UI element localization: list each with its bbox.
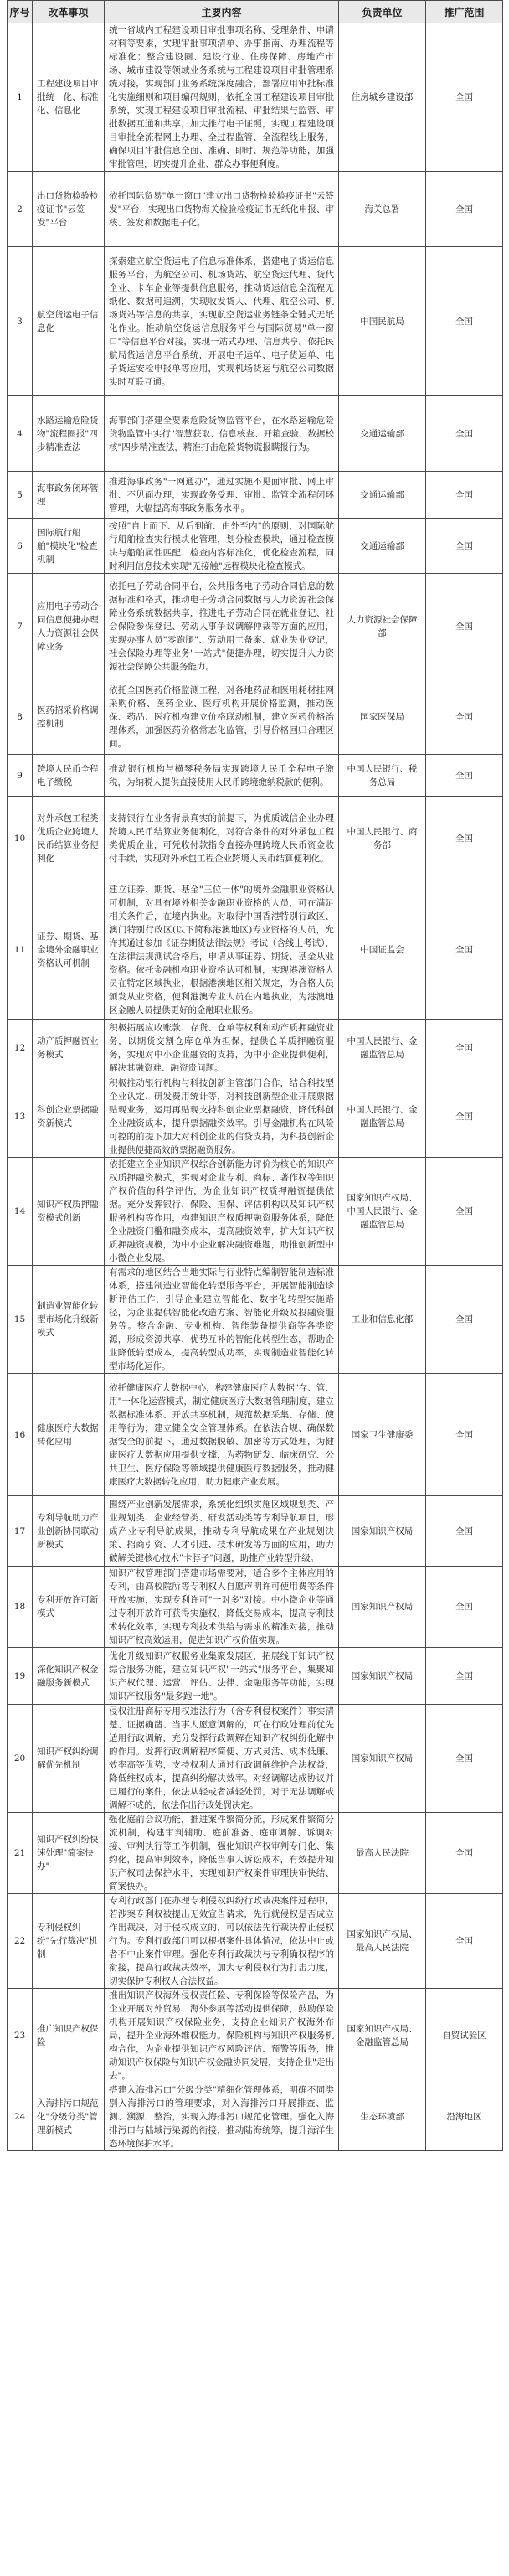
cell-scope: 全国 xyxy=(426,1705,503,1813)
cell-content: 有需求的地区结合当地实际与行业特点编制智能制造标准体系，搭建制造业智能化转型服务平台，开展智能制造诊断评估工作，引导企业建立智能化、数字化转型实施路径，为企业提供智能化改造方案、智能化升级及投融资服务等。整合金融、专业机构、智能装备提供商等各类资源，形成资源共享、优势互补的智能化转型生态，帮助企业降低转型成本，提高转型成功率，实现制造业智能化转型市场化运作。 xyxy=(105,1266,339,1374)
cell-scope: 沿海地区 xyxy=(426,2083,503,2151)
cell-no: 20 xyxy=(8,1705,33,1813)
table-row xyxy=(8,1020,503,1076)
cell-content: 侵权注册商标专用权违法行为（含专利侵权案件）事实清楚、证据确凿、当事人愿意调解的，可在行政处理前优先适用行政调解，充分发挥行政调解在知识产权纠纷化解中的作用。发挥行政调解程序简便、方式灵活、成本低廉、效率高等优势，支持权利人通过行政调解维护合法权益，降低维权成本，提高纠纷解决效率。对经调解达成协议并已履行的案件，依法从轻或者减轻处罚，对于无法调解或调解不成的，依法作出行政处罚决定。 xyxy=(105,1705,339,1813)
cell-unit: 中国人民银行、金融监管总局 xyxy=(339,1020,426,1076)
table-row xyxy=(8,574,503,679)
cell-unit: 国家知识产权局 xyxy=(339,1567,426,1648)
cell-content: 积极拓展应收账款、存货、仓单等权利和动产质押融资业务，以期货交割仓库仓单为担保，提供仓单质押融资服务，实现对中小企业融资的支持，为中小企业提供便利，解决其融资难、融资贵问题。 xyxy=(105,1020,339,1076)
cell-content: 专利行政部门在办理专利侵权纠纷行政裁决案件过程中，若涉案专利权被提出无效宣告请求，先行就侵权是否成立作出裁决，对于侵权成立的，可以依法先行裁决停止侵权行为。专利行政部门可以根据案件具体情况，依法中止或者不中止案件审理。强化专利行政裁决与专利确权程序的衔接，提高行政裁决效率，加大专利侵权行为打击力度，切实保护专利权人合法权益。 xyxy=(105,1894,339,1989)
table-row xyxy=(8,679,503,755)
table-row xyxy=(8,797,503,880)
cell-scope: 全国 xyxy=(426,247,503,396)
table-row xyxy=(8,247,503,396)
cell-unit: 生态环境部 xyxy=(339,2083,426,2151)
cell-scope: 全国 xyxy=(426,1374,503,1496)
cell-no: 23 xyxy=(8,1989,33,2083)
cell-item: 知识产权质押融资模式创新 xyxy=(33,1158,105,1266)
cell-content: 推出知识产权海外侵权责任险、专利保险等保险产品，为企业开展对外贸易、海外参展等活动提供保障，鼓励保险机构开展知识产权保险业务，支持企业知识产权海外布局，提升企业海外维权能力。保险机构与知识产权服务机构合作，为企业提供知识产权风险评估、预警等服务，推动知识产权保险与知识产权金融协同发展，支持企业"走出去"。 xyxy=(105,1989,339,2083)
cell-content: 支持银行在业务背景真实的前提下，为优质诚信企业办理跨境人民币结算业务便利化，对符合条件的对外承包工程类优质企业，可凭收付款指令直接办理跨境人民币资金收付手续，实现对外承包工程企业跨境人民币结算便利化。 xyxy=(105,797,339,880)
cell-scope: 自贸试验区 xyxy=(426,1989,503,2083)
cell-no: 1 xyxy=(8,23,33,172)
cell-no: 9 xyxy=(8,755,33,797)
cell-unit: 中国民航局 xyxy=(339,247,426,396)
cell-item: 科创企业票据融资新模式 xyxy=(33,1076,105,1158)
cell-item: 工程建设项目审批统一化、标准化、信息化 xyxy=(33,23,105,172)
table-row xyxy=(8,1266,503,1374)
cell-item: 水路运输危险货物"流程圈报"四步精准查法 xyxy=(33,396,105,472)
table-row xyxy=(8,1648,503,1705)
cell-content: 搭建入海排污口"分级分类"精细化管理体系，明确不同类别入海排污口的管理要求，对入海排污口开展排查、监测、溯源、整治，实现入海排污口规范化管理。强化入海排污口与陆域污染源的衔接，推动陆海统筹，提升海洋生态环境保护水平。 xyxy=(105,2083,339,2151)
cell-item: 应用电子劳动合同信息便捷办理人力资源社会保障业务 xyxy=(33,574,105,679)
cell-no: 3 xyxy=(8,247,33,396)
cell-unit: 中国人民银行、税务总局 xyxy=(339,755,426,797)
cell-content: 依托全国医药价格监测工程，对各地药品和医用耗材挂网采购价格、医药企业、医疗机构开展价格监测，推动医保、药品、医疗机构建立价格联动机制，建立医药价格治理体系，加强医药价格常态化监管，引导价格回归合理区间。 xyxy=(105,679,339,755)
table-row xyxy=(8,519,503,574)
cell-content: 海事部门搭建全要素危险货物监管平台，在水路运输危险货物监管中实行"智慧获取、信息核查、开箱查验、数据校核"四步精准查法，精准打击危险货物谎报瞒报行为。 xyxy=(105,396,339,472)
cell-item: 深化知识产权金融服务新模式 xyxy=(33,1648,105,1705)
cell-item: 专利侵权纠纷"先行裁决"机制 xyxy=(33,1894,105,1989)
cell-no: 8 xyxy=(8,679,33,755)
cell-unit: 海关总署 xyxy=(339,172,426,247)
cell-no: 19 xyxy=(8,1648,33,1705)
cell-no: 21 xyxy=(8,1813,33,1894)
cell-content: 围绕产业创新发展需求，系统化组织实施区域规划类、产业规划类、企业经营类、研发活动类等专利导航项目，形成产业专利导航成果，推动专利导航成果在产业规划决策、招商引资、人才引进、技术研发等方面的应用，助力破解关键核心技术"卡脖子"问题，助推产业转型升级。 xyxy=(105,1496,339,1567)
cell-scope: 全国 xyxy=(426,1076,503,1158)
cell-no: 4 xyxy=(8,396,33,472)
table-row xyxy=(8,1076,503,1158)
cell-unit: 国家卫生健康委 xyxy=(339,1374,426,1496)
cell-content: 知识产权管理部门搭建市场需要对，适合多个主体应用的专利，由高校院所等专利权人自愿声明许可使用费等条件开放实施，实现专利许可"一对多"对接。中小微企业等通过专利开放许可获得实施权，降低交易成本，提高专利技术转化效率，实现专利技术供给与需求的精准对接，推动知识产权高效运用，促进知识产权价值实现。 xyxy=(105,1567,339,1648)
cell-item: 制造业智能化转型市场化升级新模式 xyxy=(33,1266,105,1374)
cell-scope: 全国 xyxy=(426,755,503,797)
cell-unit: 国家知识产权局 xyxy=(339,1496,426,1567)
cell-item: 动产质押融资业务模式 xyxy=(33,1020,105,1076)
table-row xyxy=(8,755,503,797)
reform-table xyxy=(7,0,503,2151)
cell-no: 6 xyxy=(8,519,33,574)
table-row xyxy=(8,396,503,472)
cell-unit: 最高人民法院 xyxy=(339,1813,426,1894)
cell-scope: 全国 xyxy=(426,1020,503,1076)
cell-content: 依托电子劳动合同平台，公共服务电子劳动合同信息的数据标准和格式，推动电子劳动合同数据与人力资源社会保障业务系统数据共享，推进电子劳动合同在就业登记、社会保险参保登记、劳动人事争议调解仲裁等方面的应用，实现办事人员"零跑腿"、劳动用工备案、就业失业登记，社会保险办理等业务"一站式"便捷办理，切实提升人力资源社会保障公共服务能力。 xyxy=(105,574,339,679)
cell-no: 11 xyxy=(8,880,33,1020)
cell-no: 2 xyxy=(8,172,33,247)
cell-unit: 国家知识产权局 xyxy=(339,1648,426,1705)
cell-content: 统一省域内工程建设项目审批事项名称、受理条件、申请材料等要素，实现审批事项清单、办事指南、办理流程等标准化；整合建设圈、建设行业、住房保障、房地产市场、城市建设等领域业务系统与工程建设项目审批管理系统对接，实现部门业务系统深度融合，部署应用审批标准化实施细则和项目编码规则，依托全国工程建设项目审批系统，实现工程建设项目审批流程、审批结果与监管、审批数据互通和共享，加大推行电子证照，实现工程建设项目审批全流程网上办理、全过程监管、全流程线上服务，确保项目审批信息全面、准确、即时、规范等功能，加强审批管理，切实提升企业、群众办事便利度。 xyxy=(105,23,339,172)
cell-item: 医药招采价格调控机制 xyxy=(33,679,105,755)
table-row xyxy=(8,2083,503,2151)
cell-content: 优化升级知识产权服务业集聚发展区，拓展线下知识产权综合服务功能，建立知识产权"一站式"服务平台，集聚知识产权代理、运营、评估、法律、金融服务等功能，实现知识产权服务"最多跑一地"。 xyxy=(105,1648,339,1705)
cell-scope: 全国 xyxy=(426,1813,503,1894)
cell-unit: 中国人民银行、商务部 xyxy=(339,797,426,880)
cell-scope: 全国 xyxy=(426,396,503,472)
cell-no: 5 xyxy=(8,472,33,519)
cell-item: 跨境人民币全程电子缴税 xyxy=(33,755,105,797)
cell-content: 积极推动银行机构与科技创新主管部门合作，结合科技型企业认定、研发费用统计等，对科技创新型企业开展票据贴现业务，运用再贴现支持科创企业票据融资，降低科创企业融资成本，提升票据融资效率。引导金融机构在风险可控的前提下加大对科创企业的信贷支持，为科技创新企业提供便捷高效的票据融资服务。 xyxy=(105,1076,339,1158)
table-row xyxy=(8,23,503,172)
cell-unit: 中国人民银行、金融监管总局 xyxy=(339,1076,426,1158)
cell-scope: 全国 xyxy=(426,1894,503,1989)
table-row xyxy=(8,1496,503,1567)
table-row xyxy=(8,472,503,519)
table-row xyxy=(8,1813,503,1894)
cell-scope: 全国 xyxy=(426,472,503,519)
cell-no: 17 xyxy=(8,1496,33,1567)
table-row xyxy=(8,1158,503,1266)
cell-content: 按照"自上而下、从后到前、由外至内"的原则，对国际航行船舶检查实行模块化管理，划分检查模块，通过检查模块与船舶属性匹配、检查内容标准化，优化检查流程，同时利用信息技术实现"无接触"远程模块化检查模式。 xyxy=(105,519,339,574)
cell-scope: 全国 xyxy=(426,1496,503,1567)
table-body xyxy=(8,23,503,2151)
header-content: 主要内容 xyxy=(105,1,339,23)
cell-no: 12 xyxy=(8,1020,33,1076)
cell-content: 推进海事政务"一网通办"，通过实施不见面审批、网上审批、不见面办理，实现政务受理、审批、监管全流程闭环管理，大幅提高海事政务服务水平。 xyxy=(105,472,339,519)
cell-scope: 全国 xyxy=(426,1158,503,1266)
table-row xyxy=(8,172,503,247)
cell-no: 24 xyxy=(8,2083,33,2151)
cell-scope: 全国 xyxy=(426,519,503,574)
header-item: 改革事项 xyxy=(33,1,105,23)
cell-item: 国际航行船舶"模块化"检查机制 xyxy=(33,519,105,574)
cell-no: 15 xyxy=(8,1266,33,1374)
cell-unit: 交通运输部 xyxy=(339,472,426,519)
cell-item: 健康医疗大数据转化应用 xyxy=(33,1374,105,1496)
cell-scope: 全国 xyxy=(426,1266,503,1374)
cell-content: 强化庭前会议功能，推进案件繁简分流，形成案件繁简分流机制，构建审判辅助、庭前准备、庭审调解、诉调对接、审判执行等工作机制，强化知识产权审判专门化、集约化，提高审判效率，降低当事人诉讼成本，有效提升知识产权司法保护水平，实现知识产权案件审理快审快结、简案快办。 xyxy=(105,1813,339,1894)
cell-no: 16 xyxy=(8,1374,33,1496)
cell-unit: 交通运输部 xyxy=(339,396,426,472)
cell-content: 探索建立航空货运电子信息标准体系，搭建电子货运信息服务平台，为航空公司、机场货站、航空货运代理、货代企业、卡车企业等提供信息服务，推动货运信息全流程无纸化、数据可追溯，实现收发货人、代理、航空公司、机场货站等信息的共享，实现航空货运业务链条全链式无纸化作业。推动航空货运信息服务平台与国际贸易"单一窗口"等信息平台对接，实现一站式办理、信息共享。依托民航局货运信息平台系统，开展电子运单、电子货运单、电子货运安检申报单等应用，实现机场货运与航空公司数据实时互联互通。 xyxy=(105,247,339,396)
cell-item: 海事政务闭环管理 xyxy=(33,472,105,519)
cell-item: 知识产权纠纷快速处理"简案快办" xyxy=(33,1813,105,1894)
cell-scope: 全国 xyxy=(426,679,503,755)
table-row xyxy=(8,1989,503,2083)
header-unit: 负责单位 xyxy=(339,1,426,23)
table-row xyxy=(8,880,503,1020)
cell-unit: 国家医保局 xyxy=(339,679,426,755)
cell-item: 航空货运电子信息化 xyxy=(33,247,105,396)
cell-item: 专利开放许可新模式 xyxy=(33,1567,105,1648)
header-scope: 推广范围 xyxy=(426,1,503,23)
cell-item: 推广知识产权保险 xyxy=(33,1989,105,2083)
cell-unit: 国家知识产权局、中国人民银行、金融监管总局 xyxy=(339,1158,426,1266)
cell-no: 10 xyxy=(8,797,33,880)
cell-item: 入海排污口规范化"分级分类"管理新模式 xyxy=(33,2083,105,2151)
cell-content: 建立证券、期货、基金"三位一体"的境外金融职业资格认可机制，对具有境外相关金融职业资格的人员，可在满足相关条件后，在境内执业。对取得中国香港特别行政区、澳门特别行政区(以下简称港澳地区)专业资格的人员，允许其通过参加《证券期货法律法规》考试（含线上考试），在法律法规测试合格后，申请从事证券、期货、基金从业资格。依托金融机构职业资格认可机制，实现港澳资格人员在特定区域执业，根据港澳地区相关规定，为合格人员颁发从业资格，便利港澳专业人员在内地执业，为港澳地区金融人员提供更好的金融职业服务。 xyxy=(105,880,339,1020)
table-row xyxy=(8,1567,503,1648)
cell-scope: 全国 xyxy=(426,1567,503,1648)
cell-unit: 国家知识产权局、金融监管总局 xyxy=(339,1989,426,2083)
cell-unit: 国家知识产权局 xyxy=(339,1705,426,1813)
cell-scope: 全国 xyxy=(426,797,503,880)
cell-item: 知识产权纠纷调解优先机制 xyxy=(33,1705,105,1813)
cell-no: 22 xyxy=(8,1894,33,1989)
table-row xyxy=(8,1894,503,1989)
cell-no: 14 xyxy=(8,1158,33,1266)
cell-item: 出口货物检验检疫证书"云签发"平台 xyxy=(33,172,105,247)
table-row xyxy=(8,1374,503,1496)
cell-item: 证券、期货、基金境外金融职业资格认可机制 xyxy=(33,880,105,1020)
cell-unit: 交通运输部 xyxy=(339,519,426,574)
table-header-row xyxy=(8,1,503,23)
cell-scope: 全国 xyxy=(426,574,503,679)
cell-unit: 人力资源社会保障部 xyxy=(339,574,426,679)
cell-unit: 住房城乡建设部 xyxy=(339,23,426,172)
header-no: 序号 xyxy=(8,1,33,23)
cell-content: 依托健康医疗大数据中心，构建健康医疗大数据"存、管、用"一体化运营模式，制定健康医疗大数据管理制度，建立数据标准体系、开放共享机制，规范数据采集、存储、使用等行为，建立健全安全管理体系。在依法合规、确保数据安全的前提下，通过数据脱敏、加密等方式处理，为健康医疗大数据应用提供支撑，为药物研发、临床研究、公共卫生、医疗保险等领域提供健康医疗数据服务，推动健康医疗大数据转化应用，助力健康产业发展。 xyxy=(105,1374,339,1496)
cell-content: 依托建立企业知识产权综合创新能力评价为核心的知识产权质押融资模式，实现对企业专利、商标、著作权等知识产权价值的科学评估，为企业知识产权质押融资提供依据。充分发挥银行、保险、担保、评估机构以及知识产权服务机构等作用，构建知识产权质押融资服务体系，降低企业融资门槛和融资成本，提高融资效率，扩大知识产权质押融资规模，为中小企业解决融资难题，助推创新型中小微企业发展。 xyxy=(105,1158,339,1266)
cell-no: 7 xyxy=(8,574,33,679)
cell-scope: 全国 xyxy=(426,880,503,1020)
cell-no: 18 xyxy=(8,1567,33,1648)
cell-item: 专利导航助力产业创新协同联动新模式 xyxy=(33,1496,105,1567)
cell-scope: 全国 xyxy=(426,172,503,247)
cell-scope: 全国 xyxy=(426,1648,503,1705)
table-row xyxy=(8,1705,503,1813)
cell-item: 对外承包工程类优质企业跨境人民币结算业务便利化 xyxy=(33,797,105,880)
cell-scope: 全国 xyxy=(426,23,503,172)
cell-content: 依托国际贸易"单一窗口"建立出口货物检验检疫证书"云签发"平台，实现出口货物海关检验检疫证书无纸化申报、审核、签发和数据电子化。 xyxy=(105,172,339,247)
cell-unit: 中国证监会 xyxy=(339,880,426,1020)
cell-unit: 工业和信息化部 xyxy=(339,1266,426,1374)
cell-unit: 国家知识产权局、最高人民法院 xyxy=(339,1894,426,1989)
cell-no: 13 xyxy=(8,1076,33,1158)
cell-content: 推动银行机构与横琴税务局实现跨境人民币全程电子缴税，为纳税人提供直接使用人民币跨境缴纳税款的便利。 xyxy=(105,755,339,797)
